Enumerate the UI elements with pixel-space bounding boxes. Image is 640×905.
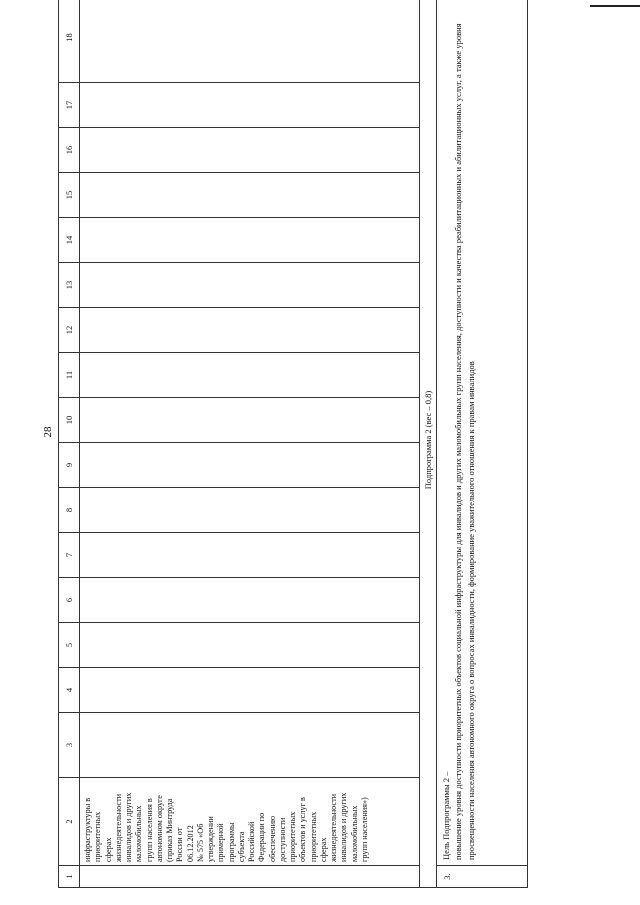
column-header: 10 bbox=[59, 398, 80, 443]
table-cell bbox=[80, 0, 420, 83]
table-cell bbox=[80, 668, 420, 713]
table-cell bbox=[80, 263, 420, 308]
column-header: 9 bbox=[59, 443, 80, 488]
column-header: 7 bbox=[59, 533, 80, 578]
column-header: 2 bbox=[59, 778, 80, 866]
corner-mark bbox=[590, 5, 640, 7]
subprogram-label: Подпрограмма 2 (вес – 0,8) bbox=[420, 0, 437, 888]
column-header: 16 bbox=[59, 128, 80, 173]
column-header: 1 bbox=[59, 866, 80, 888]
table-cell bbox=[80, 83, 420, 128]
column-header: 5 bbox=[59, 623, 80, 668]
column-header: 13 bbox=[59, 263, 80, 308]
table-cell bbox=[80, 713, 420, 778]
column-header: 11 bbox=[59, 353, 80, 398]
table-cell bbox=[80, 443, 420, 488]
indicator-name-cell: инфраструктуры в приоритетных сферах жизнедеятельности инвалидов и других маломобильных групп населения в автономном округе (приказ Минтруда России от 06.12.2012 № 575 «Об утверждении примерной программы субъекта Российской Федерации по обеспечению доступности приоритетных объектов и услуг в приоритетных сферах жизнедеятельности инвалидов и других маломобильных групп населения») bbox=[80, 778, 420, 866]
column-header: 14 bbox=[59, 218, 80, 263]
table-header-row bbox=[59, 0, 80, 888]
column-header: 4 bbox=[59, 668, 80, 713]
table-cell bbox=[80, 308, 420, 353]
table-cell bbox=[80, 578, 420, 623]
table-cell bbox=[80, 533, 420, 578]
goal-number: 3. bbox=[437, 866, 528, 888]
table-cell bbox=[80, 173, 420, 218]
goal-row bbox=[437, 0, 528, 888]
table-cell bbox=[80, 398, 420, 443]
column-header: 6 bbox=[59, 578, 80, 623]
subprogram-row bbox=[420, 0, 437, 888]
table-cell bbox=[80, 128, 420, 173]
page-number: 28 bbox=[42, 426, 54, 438]
goal-text: Цель Подпрограммы 2 – повышение уровня доступности приоритетных объектов социальной инфраструктуры для инвалидов и других маломобильных групп населения, доступности и качества реабилитационных и абилитационных услуг, а также уровня просвещенности населения автономного округа о вопросах инвалидности, формирование уважительного отношения к правам инвалидов bbox=[437, 0, 528, 866]
table-cell bbox=[80, 218, 420, 263]
table-cell bbox=[80, 488, 420, 533]
rotated-page-content bbox=[58, 23, 528, 888]
column-header: 17 bbox=[59, 83, 80, 128]
column-header: 8 bbox=[59, 488, 80, 533]
column-header: 15 bbox=[59, 173, 80, 218]
table-cell bbox=[80, 623, 420, 668]
table-cell bbox=[80, 353, 420, 398]
indicators-table bbox=[58, 0, 528, 888]
table-cell bbox=[80, 866, 420, 888]
table-row bbox=[80, 0, 420, 888]
column-header: 12 bbox=[59, 308, 80, 353]
column-header: 18 bbox=[59, 0, 80, 83]
column-header: 3 bbox=[59, 713, 80, 778]
